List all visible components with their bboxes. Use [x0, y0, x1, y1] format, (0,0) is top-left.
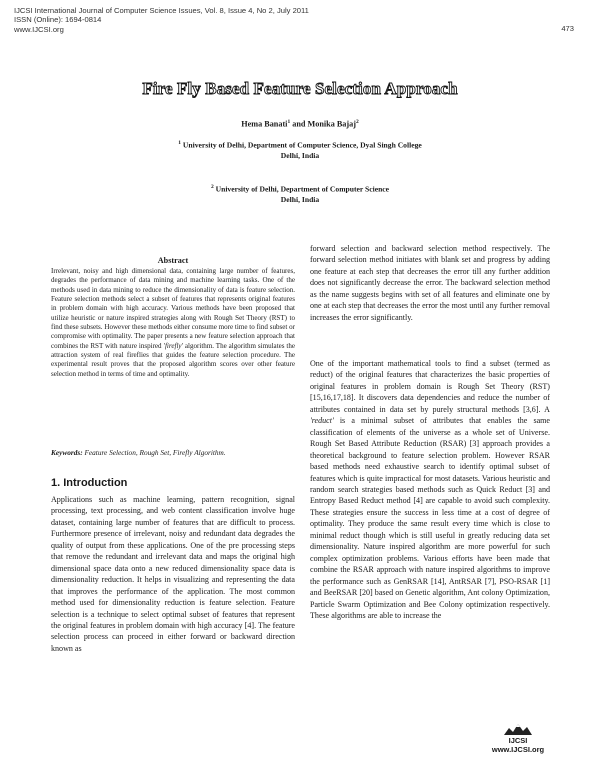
abstract-text-part: algorithm. The algorithm simulates the attraction system of real fireflies that guides the feature selection procedure. The experimental result proves that the proposed algorithm scores over other feature selection method in terms of time and optimality.	[51, 341, 295, 378]
journal-header	[14, 6, 586, 34]
logo-url: www.IJCSI.org	[491, 745, 545, 754]
paragraph-text-part: is a minimal subset of attributes that enables the same classification of elements of the universe as a whole set of Universe. Rough Set Based Attribute Reduction (RSAR) [3] approach provides a theoretical background to feature selection problem. However RSAR based methods need exhaustive search to identify optimal subset of features which is quite impractical for most datasets. Various heuristic and random search strategies based methods such as Quick Reduct [3] and Entropy Based Reduct method [4] are capable to avoid such complexity. These strategies ensure the success in less time at a cost of degree of optimality. They produce the same result every time which is close to minimal reduct though which is still useful in greatly reducing data set dimensionality. Nature inspired algorithm are more powerful for such complex optimization problems. Various efforts have been made that combine the RSAR approach with nature inspired algorithms to improve the performance such as GenRSAR [14], AntRSAR [7], PSO-RSAR [1] and BeeRSAR [20] based on Genetic algorithm, Ant colony Optimization, Particle Swarm Optimization and Bee Colony optimization respectively. These algorithms are able to increase the	[310, 416, 550, 620]
affiliation-line: Delhi, India	[280, 194, 320, 204]
page-number: 473	[561, 24, 574, 33]
author-line	[0, 119, 600, 129]
ijcsi-logo-icon	[503, 722, 533, 736]
affiliation-mark: 2	[355, 119, 359, 125]
section-heading-introduction: 1. Introduction	[51, 477, 128, 489]
logo-name: IJCSI	[508, 736, 528, 745]
affiliation-line: University of Delhi, Department of Computer Science	[215, 184, 390, 194]
journal-line: IJCSI International Journal of Computer Science Issues, Vol. 8, Issue 4, No 2, July 2011	[14, 6, 309, 15]
italic-term: 'reduct'	[310, 416, 334, 426]
keywords-label: Keywords:	[51, 448, 83, 457]
author-joiner: and	[290, 119, 308, 129]
affiliation-line: Delhi, India	[280, 150, 320, 160]
introduction-left-column: Applications such as machine learning, pattern recognition, signal processing, text processing, and web content classification involve huge dataset, containing large number of features that are difficult to process. Furthermore presence of irrelevant, noisy and redundant data degrades the quality of output from these applications. One of the pre processing steps that remove the redundant and irrelevant data and maps the original high dimensional space data onto a new reduced dimensionality space data is dimensionality reduction. It helps in visualizing and representing the data that improves the performance of the application. The most common method used for dimensionality reduction is feature selection. Feature selection is a technique to select optimal subset of features that represent the original features in problem domain with high accuracy [4]. The feature selection process can proceed in either forward or backward direction known as	[51, 495, 295, 653]
paper-title: Fire Fly Based Feature Selection Approach	[142, 79, 458, 98]
affiliation-mark: 1	[287, 119, 291, 125]
introduction-right-paragraph-1: forward selection and backward selection method respectively. The forward selection method initiates with blank set and progress by adding one feature at each step that decreases the error till any further addition does not significantly decrease the error. The backward selection method as the name suggests begins with set of all features and eliminate one by one at each step that decreases the error the most until any further removal increases the error significantly.	[310, 244, 550, 322]
affiliation-2	[0, 182, 600, 205]
introduction-right-paragraph-2	[310, 358, 550, 621]
journal-url: www.IJCSI.org	[14, 24, 64, 34]
paragraph-text-part: One of the important mathematical tools to find a subset (termed as reduct) of the original features that characterizes the basic properties of original features in problem domain is Rough Set Theory (RST) [15,16,17,18]. It discovers data dependencies and reduce the number of attributes contained in data set by purely structural methods [3,6]. A	[310, 359, 550, 414]
affiliation-mark: 1	[178, 140, 181, 146]
abstract-text	[51, 267, 295, 379]
abstract-italic-term: 'firefly'	[163, 341, 184, 350]
author-name: Monika Bajaj	[307, 119, 356, 129]
affiliation-line: University of Delhi, Department of Computer Science, Dyal Singh College	[182, 140, 422, 150]
affiliation-mark: 2	[210, 184, 214, 190]
abstract-text-part: Irrelevant, noisy and high dimensional data, containing large number of features, degrades the performance of data mining and machine learning tasks. One of the methods used in data mining to reduce the dimensionality of data is feature selection. Feature selection methods select a subset of features that represents original features in problem domain with high accuracy. Various methods have been proposed that utilize heuristic or nature inspired strategies along with Rough Set Theory (RST) to find these subsets. However these methods either consume more time to find subset or compromise with optimality. The paper presents a new feature selection approach that combines the RST with nature inspired	[51, 267, 295, 350]
issn-line: ISSN (Online): 1694-0814	[14, 15, 102, 25]
keywords	[51, 448, 295, 457]
abstract-heading: Abstract	[157, 256, 189, 265]
keywords-list: Feature Selection, Rough Set, Firefly Algorithm.	[82, 448, 226, 457]
author-name: Hema Banati	[241, 119, 288, 129]
affiliation-1	[0, 138, 600, 161]
footer-logo	[488, 722, 548, 754]
